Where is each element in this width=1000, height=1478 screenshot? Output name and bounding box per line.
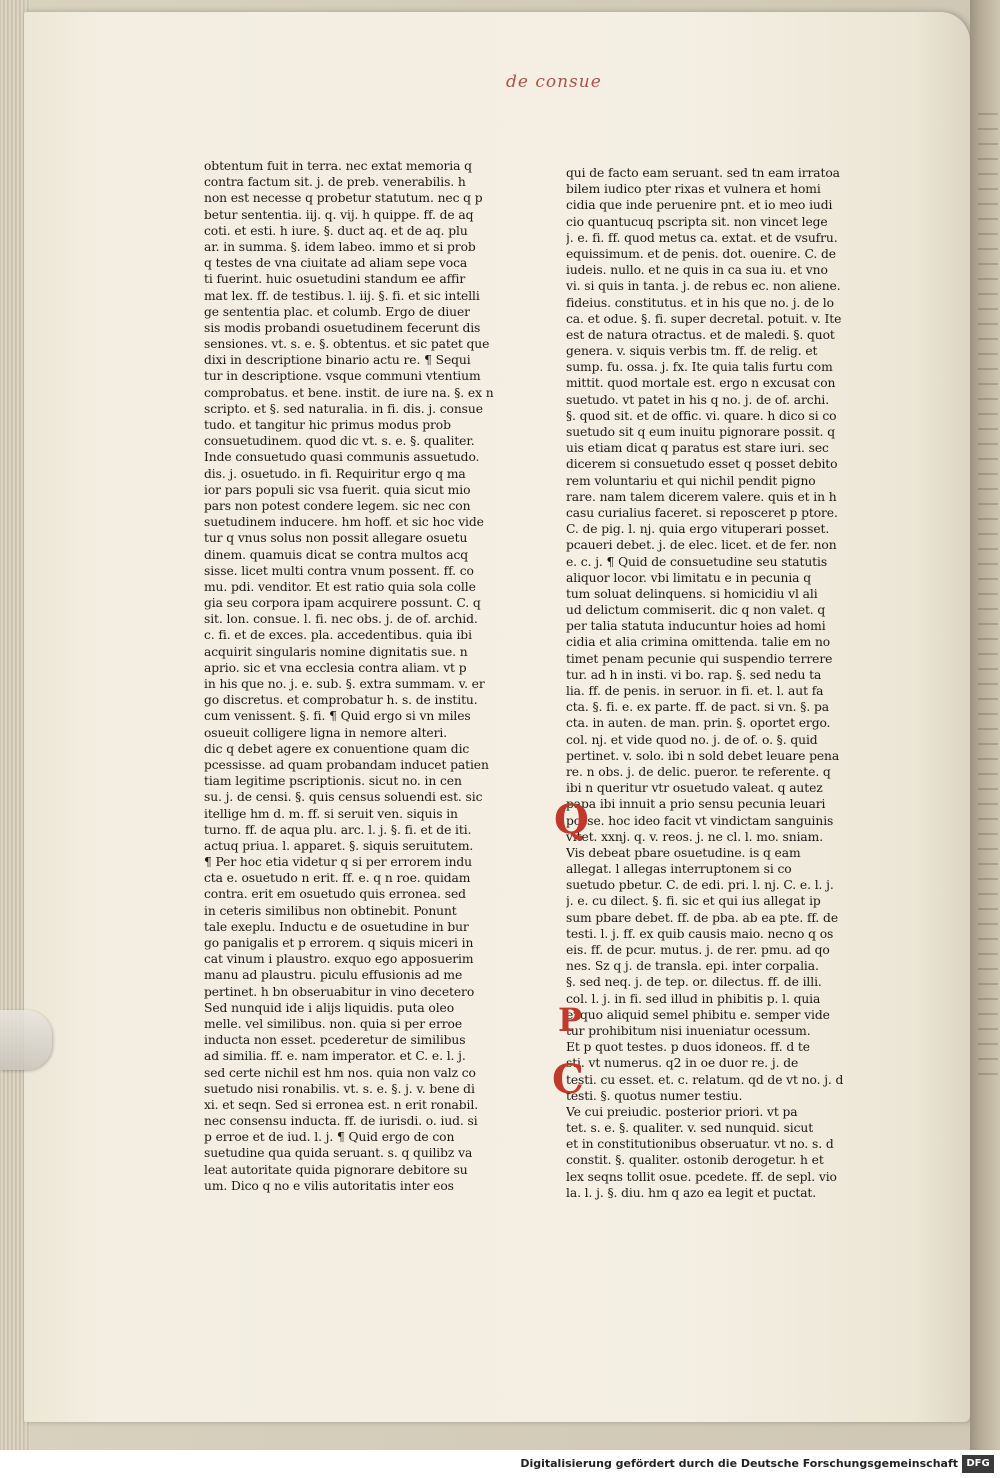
text-line: testi. cu esset. et. c. relatum. qd de vt no. j. d [566, 1072, 844, 1087]
text-line: pcessisse. ad quam probandam inducet patien [204, 757, 489, 772]
text-line: leat autoritate quida pignorare debitore su [204, 1162, 468, 1177]
text-line: fideius. constitutus. et in his que no. j. de lo [566, 295, 834, 310]
text-line: itellige hm d. m. ff. si seruit ven. siquis in [204, 806, 458, 821]
text-line: dixi in descriptione binario actu re. ¶ Sequi [204, 353, 471, 368]
text-line: uis etiam dicat q paratus est stare iuri. sec [566, 441, 829, 456]
footer-bar [0, 1450, 1000, 1478]
text-line: q testes de vna ciuitate ad aliam sepe voca [204, 256, 468, 271]
text-line: exquo aliquid semel phibitu e. semper vide [566, 1007, 830, 1022]
text-line: j. e. cu dilect. §. fi. sic et qui ius allegat ip [566, 894, 821, 909]
text-line: um. Dico q no e vilis autoritatis inter eos [204, 1178, 454, 1193]
text-line: cta. in auten. de man. prin. §. oportet ergo. [566, 716, 831, 731]
text-line: obtentum fuit in terra. nec extat memoria q [204, 159, 472, 173]
text-line: non est necesse q probetur statutum. nec q p [204, 191, 483, 206]
text-line: dis. j. osuetudo. in fi. Requiritur ergo q ma [204, 466, 466, 481]
text-line: tudo. et tangitur hic primus modus prob [204, 418, 451, 432]
rubric-initial-q: Q [554, 796, 589, 843]
text-line: lia. ff. de penis. in seruor. in fi. et. l. aut fa [566, 684, 824, 698]
text-line: vi. si quis in tanta. j. de rebus ec. non aliene. [566, 279, 841, 294]
text-line: rem voluntariu et qui nichil pendit pigno [566, 473, 816, 488]
text-line: tum soluat delinquens. si homicidiu vl ali [566, 586, 818, 601]
text-line: c. fi. et de exces. pla. accedentibus. quia ibi [204, 628, 472, 643]
text-line: coti. et esti. h iure. §. duct aq. et de aq. plu [204, 223, 468, 238]
text-line: testi. §. quotus numer testiu. [566, 1088, 743, 1103]
text-line: ¶ Per hoc etia videtur q si per errorem indu [204, 855, 472, 870]
text-line: tur in descriptione. vsque communi vtentium [204, 369, 481, 384]
text-line: col. nj. et vide quod no. j. de of. o. §. quid [566, 732, 818, 747]
text-line: su. j. de censi. §. quis census soluendi est. sic [204, 790, 483, 805]
text-line: actuq priua. l. apparet. §. siquis seruitutem. [204, 838, 474, 853]
text-line: cta. §. fi. e. ex parte. ff. de pact. si vn. §. pa [566, 700, 829, 715]
text-line: C. de pig. l. nj. quia ergo vituperari posset. [566, 522, 830, 537]
text-line: cidia que inde peruenire pnt. et io meo iudi [566, 198, 833, 213]
text-line: suetudo nisi ronabilis. vt. s. e. §. j. v. bene di [204, 1081, 475, 1096]
text-line: sti. vt numerus. q2 in oe duor re. j. de [566, 1056, 799, 1071]
text-line: qui de facto eam seruant. sed tn eam irratoa [566, 166, 840, 180]
text-line: cta e. osuetudo n erit. ff. e. q n roe. quidam [204, 871, 471, 886]
text-line: suetudinem inducere. hm hoff. et sic hoc vide [204, 515, 484, 530]
text-line: casu curialius faceret. si reposceret p ptore. [566, 505, 838, 520]
text-line: scripto. et §. sed naturalia. in fi. dis. j. consue [204, 401, 483, 416]
text-line: aliquor locor. vbi limitatu e in pecunia q [566, 570, 811, 585]
text-line: est de natura otractus. et de maledi. §. quot [566, 327, 835, 342]
text-line: dicerem si consuetudo esset q posset debito [566, 457, 838, 472]
text-line: mittit. quod mortale est. ergo n excusat con [566, 376, 836, 391]
text-line: mu. pdi. venditor. Et est ratio quia sola colle [204, 579, 476, 594]
text-line: rare. nam talem dicerem valere. quis et in h [566, 489, 837, 504]
dfg-logo: DFG [962, 1455, 994, 1473]
text-line: tiam legitime pscriptionis. sicut no. in cen [204, 774, 462, 789]
text-line: ior pars populi sic vsa fuerit. quia sicut mio [204, 482, 471, 497]
text-line: pcaueri debet. j. de elec. licet. et de fer. non [566, 538, 837, 553]
text-line: per talia statuta inducuntur hoies ad homi [566, 619, 826, 634]
text-line: in his que no. j. e. sub. §. extra summam. v. er [204, 677, 485, 691]
text-line: tet. s. e. §. qualiter. v. sed nunquid. sicut [566, 1121, 814, 1136]
running-head: de consue [506, 72, 602, 92]
text-line: sis modis probandi osuetudinem fecerunt dis [204, 320, 481, 335]
text-line: ibi n queritur vtr osuetudo valeat. q autez [566, 781, 823, 796]
text-line: mat lex. ff. de testibus. l. iij. §. fi. et sic intelli [204, 288, 480, 303]
text-line: aprio. sic et vna ecclesia contra aliam. vt p [204, 660, 467, 675]
text-line: dic q debet agere ex conuentione quam dic [204, 741, 470, 756]
text-line: suetudo sit q eum inuitu pignorare possit. q [566, 425, 836, 439]
text-line: eis. ff. de pcur. mutus. j. de rer. pmu. ad qo [566, 943, 830, 957]
text-line: tur q vnus solus non possit allegare osuetu [204, 531, 468, 546]
text-line: et in constitutionibus obseruatur. vt no. s. d [566, 1137, 834, 1152]
text-line: betur sententia. iij. q. vij. h quippe. ff. de aq [204, 207, 474, 222]
left-text-column [204, 158, 494, 1194]
text-line: nec consensu inducta. ff. de iurisdi. o. iud. si [204, 1114, 478, 1129]
text-line: nes. Sz q j. de transla. epi. inter corpalia. [566, 959, 819, 974]
text-line: tur prohibitum nisi inueniatur ocessum. [566, 1023, 811, 1038]
text-line: sed certe nichil est hm nos. quia non valz co [204, 1065, 476, 1080]
text-line: tur. ad h in insti. vi bo. rap. §. sed nedu ta [566, 667, 822, 682]
text-line: xi. et seqn. Sed si erronea est. n erit ronabil. [204, 1097, 479, 1112]
text-line: pertinet. v. solo. ibi n sold debet leuare pena [566, 748, 840, 763]
text-line: Ve cui preiudic. posterior priori. vt pa [566, 1104, 798, 1119]
text-line: ud delictum commiserit. dic q non valet. q [566, 603, 826, 618]
footer-credit: Digitalisierung gefördert durch die Deutsche Forschungsgemeinschaft [520, 1457, 958, 1470]
text-line: iudeis. nullo. et ne quis in ca sua iu. et vno [566, 263, 828, 278]
text-line: comprobatus. et bene. instit. de iure na. §. ex n [204, 385, 494, 400]
page-clip [0, 1010, 52, 1070]
text-line: bilem iudico pter rixas et vulnera et homi [566, 182, 821, 197]
fore-edge-text-bleed [978, 100, 998, 1080]
text-line: §. sed neq. j. de tep. or. dilectus. ff. de illi. [566, 975, 822, 990]
text-line: suetudine qua quida seruant. s. q quilibz va [204, 1146, 473, 1161]
text-line: equissimum. et de penis. dot. ouenire. C. de [566, 246, 836, 261]
text-line: consuetudinem. quod dic vt. s. e. §. qualiter. [204, 434, 475, 449]
text-line: cat vinum i plaustro. exquo ego apposuerim [204, 952, 474, 967]
text-line: suetudo. vt patet in his q no. j. de of. archi. [566, 392, 830, 407]
text-line: col. l. j. in fi. sed illud in phibitis p. l. quia [566, 991, 821, 1006]
text-line: j. e. fi. ff. quod metus ca. extat. et de vsufru. [566, 230, 838, 245]
text-line: sum pbare debet. ff. de pba. ab ea pte. ff. de [566, 910, 838, 925]
text-line: Sed nunquid ide i alijs liquidis. puta oleo [204, 1000, 455, 1015]
text-line: tale exeplu. Inductu e de osuetudine in bur [204, 919, 469, 934]
text-line: suetudo pbetur. C. de edi. pri. l. nj. C. e. l. j. [566, 878, 834, 893]
text-line: posse. hoc ideo facit vt vindictam sanguinis [566, 813, 834, 828]
text-line: go panigalis et p errorem. q siquis miceri in [204, 936, 474, 950]
text-line: sit. lon. consue. l. fi. nec obs. j. de of. archid. [204, 612, 478, 627]
rubric-initial-p: P [558, 1001, 583, 1039]
text-line: ca. et odue. §. fi. super decretal. potuit. v. Ite [566, 311, 842, 326]
text-line: osueuit colligere ligna in nemore alteri. [204, 725, 448, 740]
text-line: vitet. xxnj. q. v. reos. j. ne cl. l. mo. sniam. [566, 829, 824, 844]
text-line: lex seqns tollit osue. pcedete. ff. de sepl. vio [566, 1169, 837, 1184]
text-line: dinem. quamuis dicat se contra multos acq [204, 547, 469, 562]
text-line: ad similia. ff. e. nam imperator. et C. e. l. j. [204, 1049, 466, 1064]
right-text-column [566, 165, 856, 1201]
text-line: testi. l. j. ff. ex quib causis maio. necno q os [566, 926, 834, 941]
text-line: pars non potest condere legem. sic nec con [204, 498, 471, 513]
text-line: ge sententia plac. et columb. Ergo de diuer [204, 304, 470, 319]
text-line: gia seu corpora ipam acquirere possunt. C. q [204, 596, 481, 611]
text-line: constit. §. qualiter. ostonib derogetur. h et [566, 1153, 824, 1168]
text-line: pertinet. h bn obseruabitur in vino decetero [204, 984, 475, 999]
text-line: §. quod sit. et de offic. vi. quare. h dico si co [566, 408, 837, 423]
text-line: Et p quot testes. p duos idoneos. ff. d te [566, 1040, 810, 1055]
text-line: allegat. l allegas interruptonem si co [566, 862, 792, 877]
text-line: go discretus. et comprobatur h. s. de institu. [204, 693, 478, 708]
text-line: cidia et alia crimina omittenda. talie em no [566, 635, 831, 650]
text-line: p erroe et de iud. l. j. ¶ Quid ergo de con [204, 1130, 455, 1145]
text-line: re. n obs. j. de delic. pueror. te referente. q [566, 764, 831, 779]
text-line: genera. v. siquis verbis tm. ff. de relig. et [566, 344, 818, 359]
text-line: cum venissent. §. fi. ¶ Quid ergo si vn miles [204, 709, 471, 724]
text-line: in ceteris similibus non obtinebit. Ponunt [204, 903, 457, 918]
text-line: ti fuerint. huic osuetudini standum ee affir [204, 272, 466, 287]
text-line: melle. vel similibus. non. quia si per erroe [204, 1016, 463, 1031]
rubric-initial-c: C [552, 1056, 584, 1103]
text-line: turno. ff. de aqua plu. arc. l. j. §. fi. et de iti. [204, 822, 472, 837]
text-line: la. l. j. §. diu. hm q azo ea legit et puctat. [566, 1185, 817, 1200]
text-line: Inde consuetudo quasi communis assuetudo. [204, 450, 480, 465]
text-line: cio quantucuq pscripta sit. non vincet lege [566, 214, 828, 229]
text-line: e. c. j. ¶ Quid de consuetudine seu statutis [566, 554, 828, 569]
text-line: sump. fu. ossa. j. fx. Ite quia talis furtu com [566, 360, 833, 375]
text-line: acquirit singularis nomine dignitatis sue. n [204, 644, 468, 659]
text-line: sisse. licet multi contra vnum possent. ff. co [204, 563, 474, 578]
text-line: manu ad plaustru. piculu effusionis ad me [204, 968, 463, 983]
text-line: inducta non esset. pcederetur de similibus [204, 1033, 466, 1048]
text-line: Vis debeat pbare osuetudine. is q eam [566, 845, 801, 860]
text-line: timet penam pecunie qui suspendio terrere [566, 651, 833, 666]
text-line: contra factum sit. j. de preb. venerabilis. h [204, 175, 466, 190]
text-line: ar. in summa. §. idem labeo. immo et si prob [204, 239, 476, 254]
text-line: papa ibi innuit a prio sensu pecunia leuari [566, 797, 826, 812]
text-line: contra. erit em osuetudo quis erronea. sed [204, 887, 466, 902]
text-line: sensiones. vt. s. e. §. obtentus. et sic patet que [204, 337, 490, 352]
